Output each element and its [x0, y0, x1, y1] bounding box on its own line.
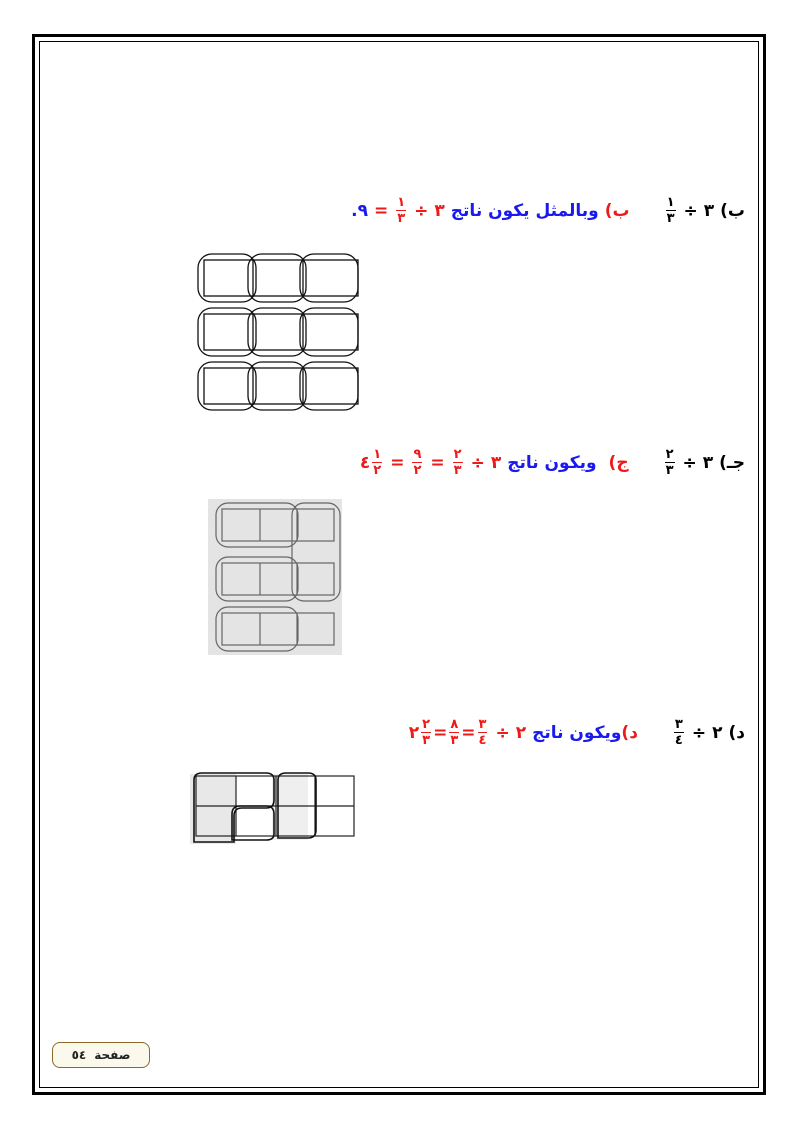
- problem-c-result-fraction: $\frac{١}{٢}$: [373, 447, 382, 478]
- problem-c-answer-label: ج): [608, 452, 629, 473]
- problem-b-eq: =: [373, 200, 389, 221]
- problem-d-line: [409, 718, 745, 747]
- problem-b-ans-div: ÷: [414, 200, 429, 221]
- problem-b-fraction: $\frac{١}{٣}$: [666, 195, 675, 226]
- problem-c-div: ÷: [682, 452, 697, 473]
- problem-d-fraction: $\frac{٣}{٤}$: [674, 717, 683, 748]
- problem-d-answer-text: ويكون ناتج: [532, 722, 622, 743]
- problem-d-answer-label: د): [621, 722, 638, 743]
- problem-d-eq2: =: [433, 722, 448, 743]
- problem-b-label: ب): [720, 200, 745, 221]
- problem-b-result: ٩.: [351, 200, 368, 221]
- problem-b-ans-fraction: $\frac{١}{٣}$: [397, 195, 406, 226]
- problem-d-whole: ٢: [712, 722, 723, 743]
- problem-c-ans-whole: ٣: [490, 452, 502, 473]
- problem-c-whole: ٣: [702, 452, 714, 473]
- problem-c-result-whole: ٤: [359, 452, 371, 473]
- figure-d-grid: [190, 770, 360, 846]
- problem-c-eq2: =: [390, 452, 405, 473]
- page-number: ٥٤: [71, 1048, 87, 1062]
- problem-d-result-whole: ٢: [408, 722, 420, 743]
- problem-c-mid-fraction: $\frac{٩}{٢}$: [413, 447, 422, 478]
- problem-b-answer-text: وبالمثل يكون ناتج: [450, 200, 599, 221]
- problem-b-div: ÷: [683, 200, 698, 221]
- problem-c-fraction: $\frac{٢}{٣}$: [665, 447, 674, 478]
- page-number-badge: [52, 1042, 150, 1068]
- problem-d-ans-div: ÷: [495, 722, 510, 743]
- problem-d-eq1: =: [461, 722, 476, 743]
- problem-b-line: [351, 196, 745, 225]
- problem-d-label: د): [728, 722, 745, 743]
- problem-c-label: جـ): [719, 452, 745, 473]
- problem-c-ans-fraction: $\frac{٢}{٣}$: [453, 447, 462, 478]
- figure-c-grid: [208, 499, 342, 655]
- problem-c-answer-text: ويكون ناتج: [507, 452, 597, 473]
- problem-c-ans-div: ÷: [470, 452, 485, 473]
- problem-c-eq1: =: [430, 452, 445, 473]
- problem-d-ans-whole: ٢: [515, 722, 527, 743]
- figure-b-grid: [196, 252, 364, 412]
- problem-d-mid-fraction: $\frac{٨}{٣}$: [450, 717, 459, 748]
- problem-d-div: ÷: [691, 722, 707, 743]
- problem-b-answer-label: ب): [604, 200, 630, 221]
- problem-d-result-fraction: $\frac{٢}{٣}$: [422, 717, 431, 748]
- problem-b-whole: ٣: [703, 200, 715, 221]
- problem-d-ans-fraction: $\frac{٣}{٤}$: [478, 717, 487, 748]
- page-word: صفحة: [94, 1048, 131, 1062]
- problem-b-ans-whole: ٣: [434, 200, 445, 221]
- problem-c-line: [360, 448, 745, 477]
